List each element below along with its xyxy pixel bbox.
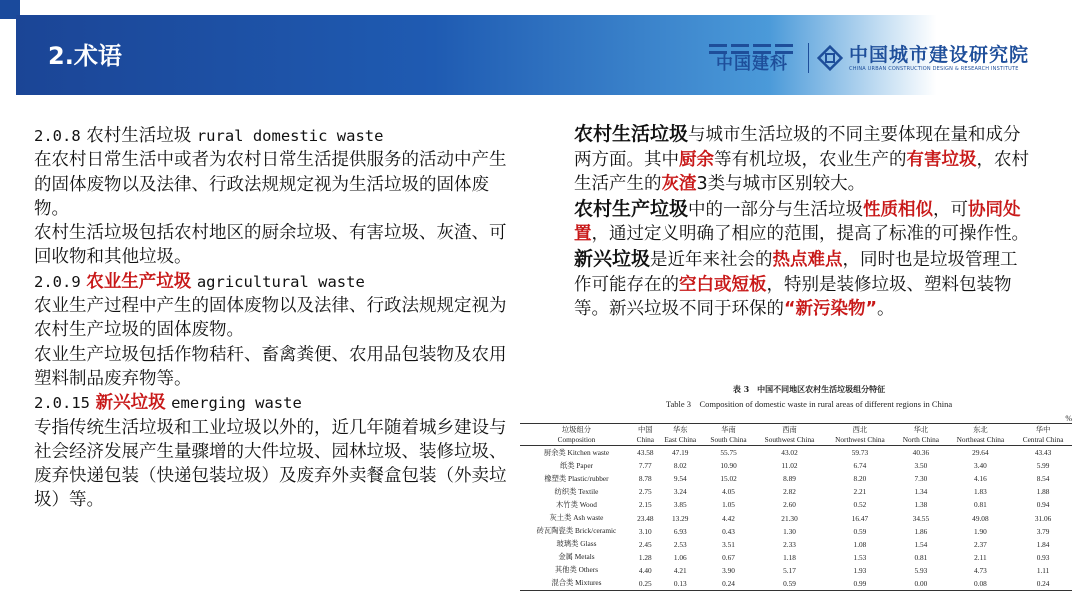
table-cell: 43.43	[1034, 448, 1052, 458]
table-cell: 0.00	[914, 578, 928, 588]
institute-name	[849, 44, 1029, 73]
logo-mark-text: 中国建科	[716, 54, 788, 74]
term-name: 新兴垃圾	[95, 393, 166, 414]
table-cell: 3.50	[914, 461, 928, 471]
text: 与城市生活垃圾的不同主要体现在量和成分两方面。其中	[574, 125, 1021, 170]
table-cell: 13.29	[672, 513, 689, 523]
table-cell: 1.86	[914, 526, 928, 536]
bold-term: 新兴垃圾	[574, 247, 651, 270]
table-cell: 8.02	[673, 461, 687, 471]
cscec-logo	[704, 41, 800, 75]
table-row	[520, 511, 1072, 524]
bold-term: 农村生活垃圾	[574, 123, 689, 145]
table-cell: 1.18	[783, 552, 796, 562]
table-cell: 1.84	[1036, 539, 1050, 549]
table-cell: 2.82	[783, 487, 796, 497]
table-cell: 5.17	[783, 565, 796, 575]
text: 是近年来社会的	[650, 249, 773, 270]
term-name: 农业生产垃圾	[86, 271, 192, 292]
text: ，同时也是垃圾管理工作可能存在的	[574, 249, 1018, 295]
table-title-en: Table 3 Composition of domestic waste in rural areas of different regions in China	[665, 399, 953, 409]
table-row	[520, 446, 1072, 460]
table-row	[520, 498, 1072, 511]
table-cell: 3.51	[722, 539, 735, 549]
table-column-header	[754, 424, 824, 446]
column-header-en: South China	[710, 434, 747, 444]
term-code: 2.0.15	[34, 394, 90, 413]
column-header-cn: 华东	[672, 425, 688, 434]
column-header-cn: 中国	[638, 425, 653, 434]
terms-column	[34, 124, 520, 513]
term-2-0-9-heading	[34, 270, 520, 294]
row-label: 金属 Metals	[558, 552, 595, 562]
table-cell: 1.83	[973, 487, 987, 497]
table-row	[520, 525, 1072, 538]
table-cell: 0.24	[1036, 578, 1050, 588]
text: ，农村生活产生的	[574, 149, 1029, 195]
table-cell: 3.10	[638, 526, 652, 536]
term-english: rural domestic waste	[196, 127, 384, 145]
table-cell: 49.08	[972, 513, 989, 523]
table-column-header	[520, 424, 633, 446]
highlight: 厨余	[679, 149, 714, 170]
table-cell: 0.08	[973, 578, 987, 588]
table-row	[520, 485, 1072, 498]
table-cell: 43.02	[781, 448, 798, 458]
bold-term: 农村生产垃圾	[574, 197, 689, 220]
table-row	[520, 538, 1072, 551]
term-code: 2.0.8	[34, 127, 81, 145]
table-cell: 0.99	[853, 578, 867, 588]
row-label: 玻璃类 Glass	[556, 539, 597, 549]
table-cell: 1.53	[853, 552, 867, 562]
highlight: “新污染物”	[784, 299, 878, 320]
table-cell: 3.79	[1036, 526, 1050, 536]
explanation-column	[574, 122, 1030, 322]
column-header-cn: 华中	[1035, 425, 1051, 434]
table-cell: 9.54	[673, 474, 687, 484]
table-body	[520, 446, 1072, 591]
table-cell: 21.30	[781, 513, 798, 523]
explanation-paragraph-3	[574, 247, 1030, 322]
table-cell: 0.59	[783, 578, 796, 588]
table-cell: 4.21	[673, 565, 687, 575]
explanation-paragraph-2	[574, 197, 1030, 247]
term-code: 2.0.9	[34, 272, 81, 291]
table-row	[520, 551, 1072, 564]
table-cell: 47.19	[672, 448, 689, 458]
table-row	[520, 459, 1072, 472]
term-2-0-9-definition: 农业生产过程中产生的固体废物以及法律、行政法规规定视为农村生产垃圾的固体废物。	[34, 296, 507, 341]
table-cell: 29.64	[972, 448, 989, 458]
table-cell: 0.67	[722, 552, 735, 562]
table-cell: 0.93	[1036, 552, 1050, 562]
table-cell: 1.11	[1036, 565, 1050, 575]
table-header-row	[520, 424, 1072, 446]
highlight: 热点难点	[772, 249, 843, 270]
table-unit: %	[1065, 414, 1072, 423]
row-label: 厨余类 Kitchen waste	[543, 447, 610, 457]
table-cell: 0.94	[1036, 500, 1050, 510]
table-cell: 1.28	[638, 552, 652, 562]
table-cell: 40.36	[912, 448, 930, 458]
table-cell: 0.24	[722, 578, 735, 588]
table-row	[520, 472, 1072, 485]
table-cell: 31.06	[1034, 513, 1052, 523]
column-header-en: East China	[664, 434, 697, 444]
column-header-cn: 东北	[973, 425, 988, 434]
column-header-en: Northeast China	[956, 434, 1005, 444]
table-cell: 3.85	[673, 500, 687, 510]
term-2-0-8-definition: 在农村日常生活中或者为农村日常生活提供服务的活动中产生的固体废物以及法律、行政法规规定视为生活垃圾的固体废物。	[34, 150, 507, 219]
table-cell: 0.25	[638, 578, 652, 588]
table-cell: 59.73	[851, 448, 869, 458]
table-cell: 0.13	[673, 578, 687, 588]
table-cell: 4.73	[973, 565, 987, 575]
text: ，通过定义明确了相应的范围，提高了标准的可操作性。	[591, 224, 1029, 245]
institute-name-en: CHINA URBAN CONSTRUCTION DESIGN & RESEARCH INSTITUTE	[849, 65, 1019, 72]
highlight: 性质相似	[863, 199, 934, 220]
text: 。	[877, 299, 895, 320]
row-label: 纺织类 Textile	[554, 486, 599, 496]
institute-emblem-icon	[817, 45, 843, 71]
table-cell: 0.59	[853, 526, 867, 536]
table-cell: 5.93	[914, 565, 928, 575]
table-cell: 55.75	[720, 448, 737, 458]
row-label: 纸类 Paper	[559, 460, 593, 470]
table-cell: 4.42	[722, 513, 735, 523]
column-header-cn: 华北	[913, 425, 929, 434]
explanation-paragraph-1	[574, 122, 1030, 197]
table-cell: 1.30	[783, 526, 796, 536]
table-cell: 10.90	[720, 461, 737, 471]
table-cell: 5.99	[1036, 461, 1050, 471]
composition-table-block	[520, 384, 1078, 591]
table-column-header	[633, 424, 658, 446]
column-header-en: Composition	[557, 434, 596, 444]
column-header-en: Southwest China	[764, 434, 815, 444]
column-header-cn: 垃圾组分	[561, 425, 592, 434]
table-cell: 8.78	[638, 474, 652, 484]
table-cell: 2.45	[638, 539, 652, 549]
table-cell: 7.77	[638, 461, 652, 471]
highlight: 灰渣	[661, 174, 697, 195]
table-cell: 15.02	[720, 474, 737, 484]
table-cell: 4.16	[973, 474, 987, 484]
text: 3类与城市区别较大。	[696, 174, 866, 195]
highlight: 有害垃圾	[906, 149, 977, 170]
row-label: 木竹类 Wood	[555, 499, 597, 509]
table-cell: 3.90	[722, 565, 735, 575]
table-cell: 2.33	[783, 539, 796, 549]
table-cell: 7.30	[914, 474, 928, 484]
table-row	[520, 564, 1072, 577]
column-header-en: North China	[902, 434, 940, 444]
table-cell: 4.05	[722, 487, 735, 497]
table-cell: 1.93	[853, 565, 867, 575]
table-cell: 0.81	[973, 500, 987, 510]
highlight: 协同处置	[574, 199, 1021, 245]
term-name: 农村生活垃圾	[86, 126, 192, 146]
table-cell: 6.74	[853, 461, 867, 471]
table-cell: 1.54	[914, 539, 928, 549]
term-2-0-15-heading	[34, 391, 520, 415]
term-2-0-8-note: 农村生活垃圾包括农村地区的厨余垃圾、有害垃圾、灰渣、可回收物和其他垃圾。	[34, 223, 507, 268]
table-title-cn: 表 3 中国不同地区农村生活垃圾组分特征	[732, 384, 886, 394]
table-cell: 34.55	[912, 513, 930, 523]
table-column-header	[703, 424, 754, 446]
table-row	[520, 577, 1072, 591]
logo-divider	[808, 43, 809, 73]
page-title: 2.术语	[48, 42, 122, 70]
table-cell: 3.24	[673, 487, 687, 497]
table-cell: 1.34	[914, 487, 928, 497]
column-header-cn: 华南	[721, 425, 736, 434]
table-cell: 8.54	[1036, 474, 1050, 484]
row-label: 其他类 Others	[554, 565, 599, 575]
table-cell: 43.58	[637, 448, 654, 458]
table-cell: 8.89	[783, 474, 796, 484]
row-label: 橡塑类 Plastic/rubber	[544, 473, 609, 483]
term-2-0-8-heading	[34, 124, 520, 148]
table-column-header	[895, 424, 946, 446]
institute-name-cn: 中国城市建设研究院	[849, 43, 1030, 66]
table-column-header	[658, 424, 703, 446]
table-cell: 2.53	[673, 539, 687, 549]
table-cell: 2.60	[783, 500, 796, 510]
table-cell: 16.47	[851, 513, 869, 523]
table-cell: 3.40	[973, 461, 987, 471]
table-cell: 4.40	[638, 565, 652, 575]
term-english: emerging waste	[171, 394, 302, 413]
row-label: 砖瓦陶瓷类 Brick/ceramic	[536, 526, 617, 536]
table-cell: 0.43	[722, 526, 735, 536]
text: 等有机垃圾，农业生产的	[714, 149, 907, 170]
row-label: 混合类 Mixtures	[551, 578, 602, 588]
table-cell: 1.38	[914, 500, 928, 510]
table-cell: 1.08	[853, 539, 867, 549]
text: ，特别是装修垃圾、塑料包装物等。新兴垃圾不同于环保的	[574, 274, 1012, 320]
table-cell: 1.90	[973, 526, 987, 536]
column-header-en: China	[636, 434, 655, 444]
text: 中的一部分与生活垃圾	[688, 199, 864, 220]
table-cell: 2.21	[853, 487, 867, 497]
column-header-en: Central China	[1022, 434, 1064, 444]
column-header-cn: 西北	[852, 425, 868, 434]
table-cell: 1.06	[673, 552, 687, 562]
table-cell: 0.81	[914, 552, 928, 562]
table-column-header	[947, 424, 1015, 446]
term-2-0-9-note: 农业生产垃圾包括作物秸秆、畜禽粪便、农用品包装物及农用塑料制品废弃物等。	[34, 344, 507, 389]
term-english: agricultural waste	[196, 272, 365, 291]
table-cell: 1.88	[1036, 487, 1050, 497]
table-cell: 11.02	[781, 461, 798, 471]
table-column-header	[1014, 424, 1072, 446]
table-cell: 6.93	[673, 526, 687, 536]
composition-table	[520, 423, 1072, 591]
table-cell: 23.48	[637, 513, 654, 523]
table-cell: 2.37	[973, 539, 987, 549]
column-header-cn: 西南	[782, 425, 797, 434]
highlight: 空白或短板	[679, 274, 767, 295]
table-column-header	[825, 424, 895, 446]
table-cell: 2.11	[974, 552, 987, 562]
table-cell: 1.05	[722, 500, 735, 510]
text: ，可	[933, 199, 969, 220]
table-cell: 2.75	[638, 487, 652, 497]
table-cell: 2.15	[638, 500, 652, 510]
column-header-en: Northwest China	[835, 434, 885, 444]
term-2-0-15-definition: 专指传统生活垃圾和工业垃圾以外的，近几年随着城乡建设与社会经济发展产生量骤增的大件垃圾、园林垃圾、装修垃圾、废弃快递包装（快递包装垃圾）及废弃外卖餐盒包装（外卖垃圾）等。	[34, 417, 507, 511]
logo-group	[704, 38, 1029, 78]
table-cell: 0.52	[853, 500, 867, 510]
row-label: 灰土类 Ash waste	[549, 513, 604, 523]
table-cell: 8.20	[853, 474, 867, 484]
